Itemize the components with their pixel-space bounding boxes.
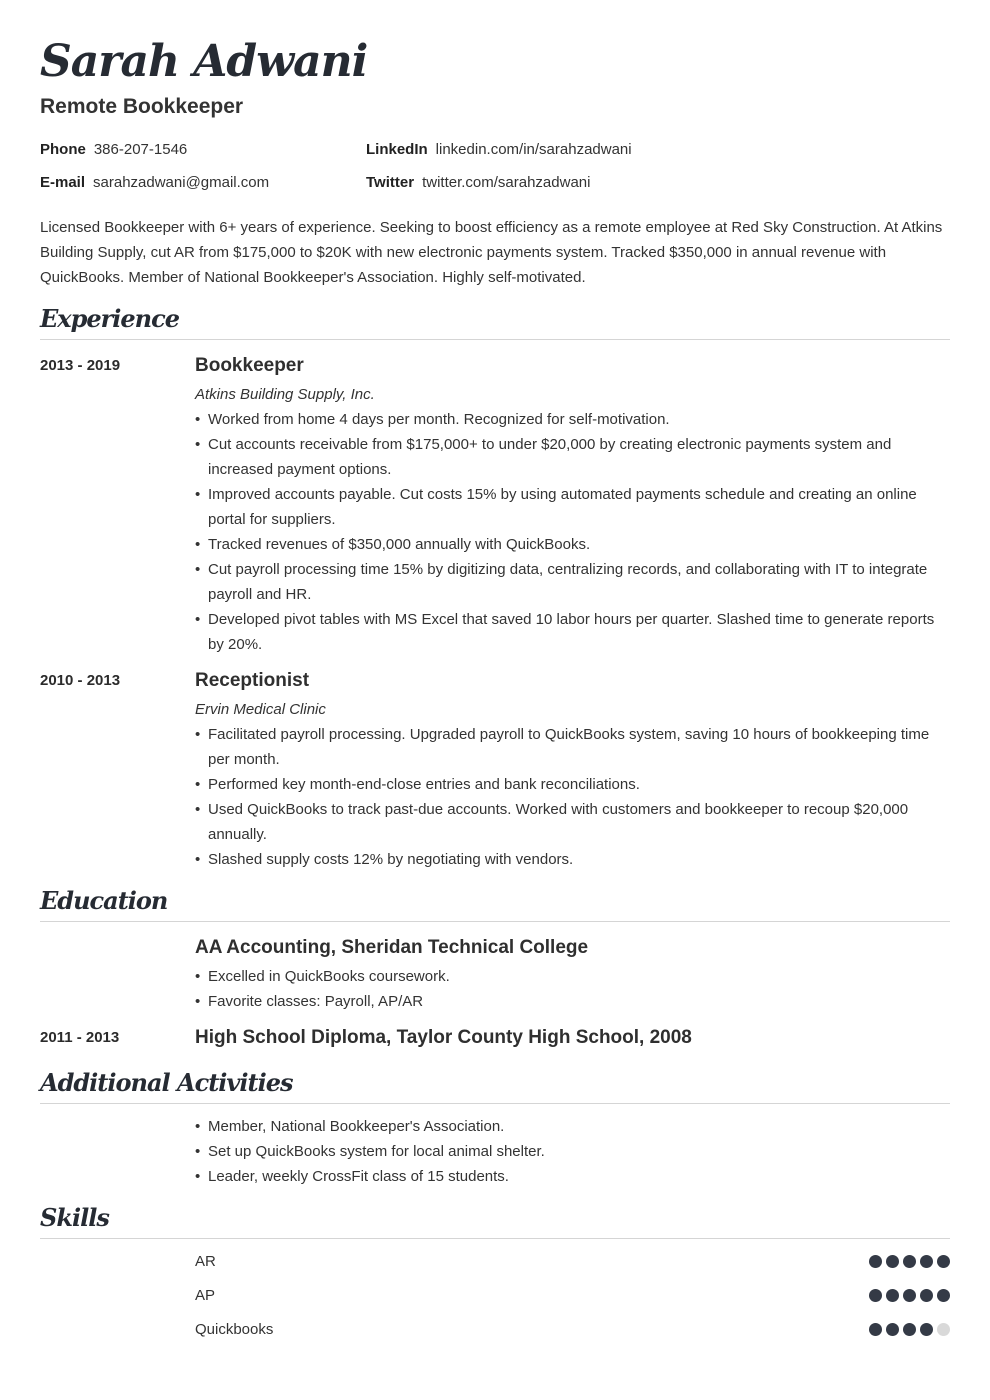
rating-dot-filled xyxy=(920,1323,933,1336)
education-dates: 2011 - 2013 xyxy=(40,1029,120,1046)
phone-label: Phone xyxy=(40,141,86,158)
job-role: Bookkeeper xyxy=(195,355,304,376)
rating-dot-filled xyxy=(869,1323,882,1336)
skill-rating xyxy=(865,1323,950,1337)
skill-row xyxy=(195,1320,950,1340)
skills-heading: Skills xyxy=(40,1203,109,1232)
education-heading: Education xyxy=(40,886,168,915)
job-role: Receptionist xyxy=(195,670,310,691)
education-entry xyxy=(195,1026,950,1050)
skill-row xyxy=(195,1286,950,1306)
list-item: • Worked from home 4 days per month. Recognized for self-motivation. xyxy=(195,407,950,432)
list-item: • Slashed supply costs 12% by negotiating with vendors. xyxy=(195,847,950,872)
list-item: • Cut payroll processing time 15% by digitizing data, centralizing records, and collaborating with IT to integrate payroll and HR. xyxy=(195,557,950,607)
list-item: • Member, National Bookkeeper's Association. xyxy=(195,1114,950,1139)
rating-dot-filled xyxy=(886,1289,899,1302)
contact-phone xyxy=(40,140,187,160)
activities-bullets xyxy=(195,1114,950,1189)
education-divider xyxy=(40,921,950,922)
activities-divider xyxy=(40,1103,950,1104)
rating-dot-filled xyxy=(903,1255,916,1268)
skill-name: AR xyxy=(195,1253,216,1270)
contact-twitter xyxy=(366,173,590,193)
list-item: • Facilitated payroll processing. Upgraded payroll to QuickBooks system, saving 10 hours of bookkeeping time per month. xyxy=(195,722,950,772)
job-company: Atkins Building Supply, Inc. xyxy=(195,386,375,403)
rating-dot-filled xyxy=(903,1323,916,1336)
job-title: Remote Bookkeeper xyxy=(40,95,244,118)
education-entry xyxy=(195,936,950,1014)
experience-heading: Experience xyxy=(40,304,180,333)
rating-dot-filled xyxy=(937,1255,950,1268)
job-company: Ervin Medical Clinic xyxy=(195,701,326,718)
twitter-value: twitter.com/sarahzadwani xyxy=(422,174,591,191)
profile-summary: Licensed Bookkeeper with 6+ years of experience. Seeking to boost efficiency as a remote employee at Red Sky Construction. At Atkins Building Supply, cut AR from $175,000 to $20K with new electronic payments system. Tracked $350,000 in annual revenue with QuickBooks. Member of National Bookkeeper's Association. Highly self-motivated. xyxy=(40,219,943,286)
email-value: sarahzadwani@gmail.com xyxy=(93,174,270,191)
rating-dot-filled xyxy=(886,1323,899,1336)
list-item: • Developed pivot tables with MS Excel that saved 10 labor hours per quarter. Slashed time to generate reports by 20%. xyxy=(195,607,950,657)
list-item: • Used QuickBooks to track past-due accounts. Worked with customers and bookkeeper to recoup $20,000 annually. xyxy=(195,797,950,847)
rating-dot-filled xyxy=(869,1255,882,1268)
job-entry xyxy=(195,669,950,872)
rating-dot-filled xyxy=(869,1289,882,1302)
linkedin-value: linkedin.com/in/sarahzadwani xyxy=(435,141,632,158)
skill-rating xyxy=(865,1255,950,1269)
activities-list xyxy=(195,1114,950,1189)
job-bullets xyxy=(195,722,950,872)
list-item: • Set up QuickBooks system for local animal shelter. xyxy=(195,1139,950,1164)
job-dates: 2010 - 2013 xyxy=(40,672,121,689)
list-item: • Tracked revenues of $350,000 annually with QuickBooks. xyxy=(195,532,950,557)
contact-email xyxy=(40,173,269,193)
contact-linkedin xyxy=(366,140,632,160)
list-item: • Leader, weekly CrossFit class of 15 students. xyxy=(195,1164,950,1189)
twitter-label: Twitter xyxy=(366,174,415,191)
job-dates: 2013 - 2019 xyxy=(40,357,121,374)
list-item: • Improved accounts payable. Cut costs 15% by using automated payments schedule and creating an online portal for suppliers. xyxy=(195,482,950,532)
list-item: • Performed key month-end-close entries and bank reconciliations. xyxy=(195,772,950,797)
rating-dot-empty xyxy=(937,1323,950,1336)
education-degree: High School Diploma, Taylor County High School, 2008 xyxy=(195,1027,692,1048)
rating-dot-filled xyxy=(903,1289,916,1302)
education-bullets xyxy=(195,964,950,1014)
skill-row xyxy=(195,1252,950,1272)
list-item: • Cut accounts receivable from $175,000+ to under $20,000 by creating electronic payments system and increased payment options. xyxy=(195,432,950,482)
email-label: E-mail xyxy=(40,174,86,191)
skills-divider xyxy=(40,1238,950,1239)
rating-dot-filled xyxy=(886,1255,899,1268)
activities-heading: Additional Activities xyxy=(40,1068,293,1097)
candidate-name: Sarah Adwani xyxy=(40,36,368,87)
list-item: • Favorite classes: Payroll, AP/AR xyxy=(195,989,950,1014)
list-item: • Excelled in QuickBooks coursework. xyxy=(195,964,950,989)
linkedin-label: LinkedIn xyxy=(366,141,428,158)
skill-name: Quickbooks xyxy=(195,1321,274,1338)
job-bullets xyxy=(195,407,950,657)
education-degree: AA Accounting, Sheridan Technical College xyxy=(195,937,589,958)
rating-dot-filled xyxy=(920,1289,933,1302)
experience-divider xyxy=(40,339,950,340)
phone-value: 386-207-1546 xyxy=(93,141,188,158)
job-entry xyxy=(195,354,950,657)
rating-dot-filled xyxy=(937,1289,950,1302)
skill-rating xyxy=(865,1289,950,1303)
skill-name: AP xyxy=(195,1287,216,1304)
rating-dot-filled xyxy=(920,1255,933,1268)
